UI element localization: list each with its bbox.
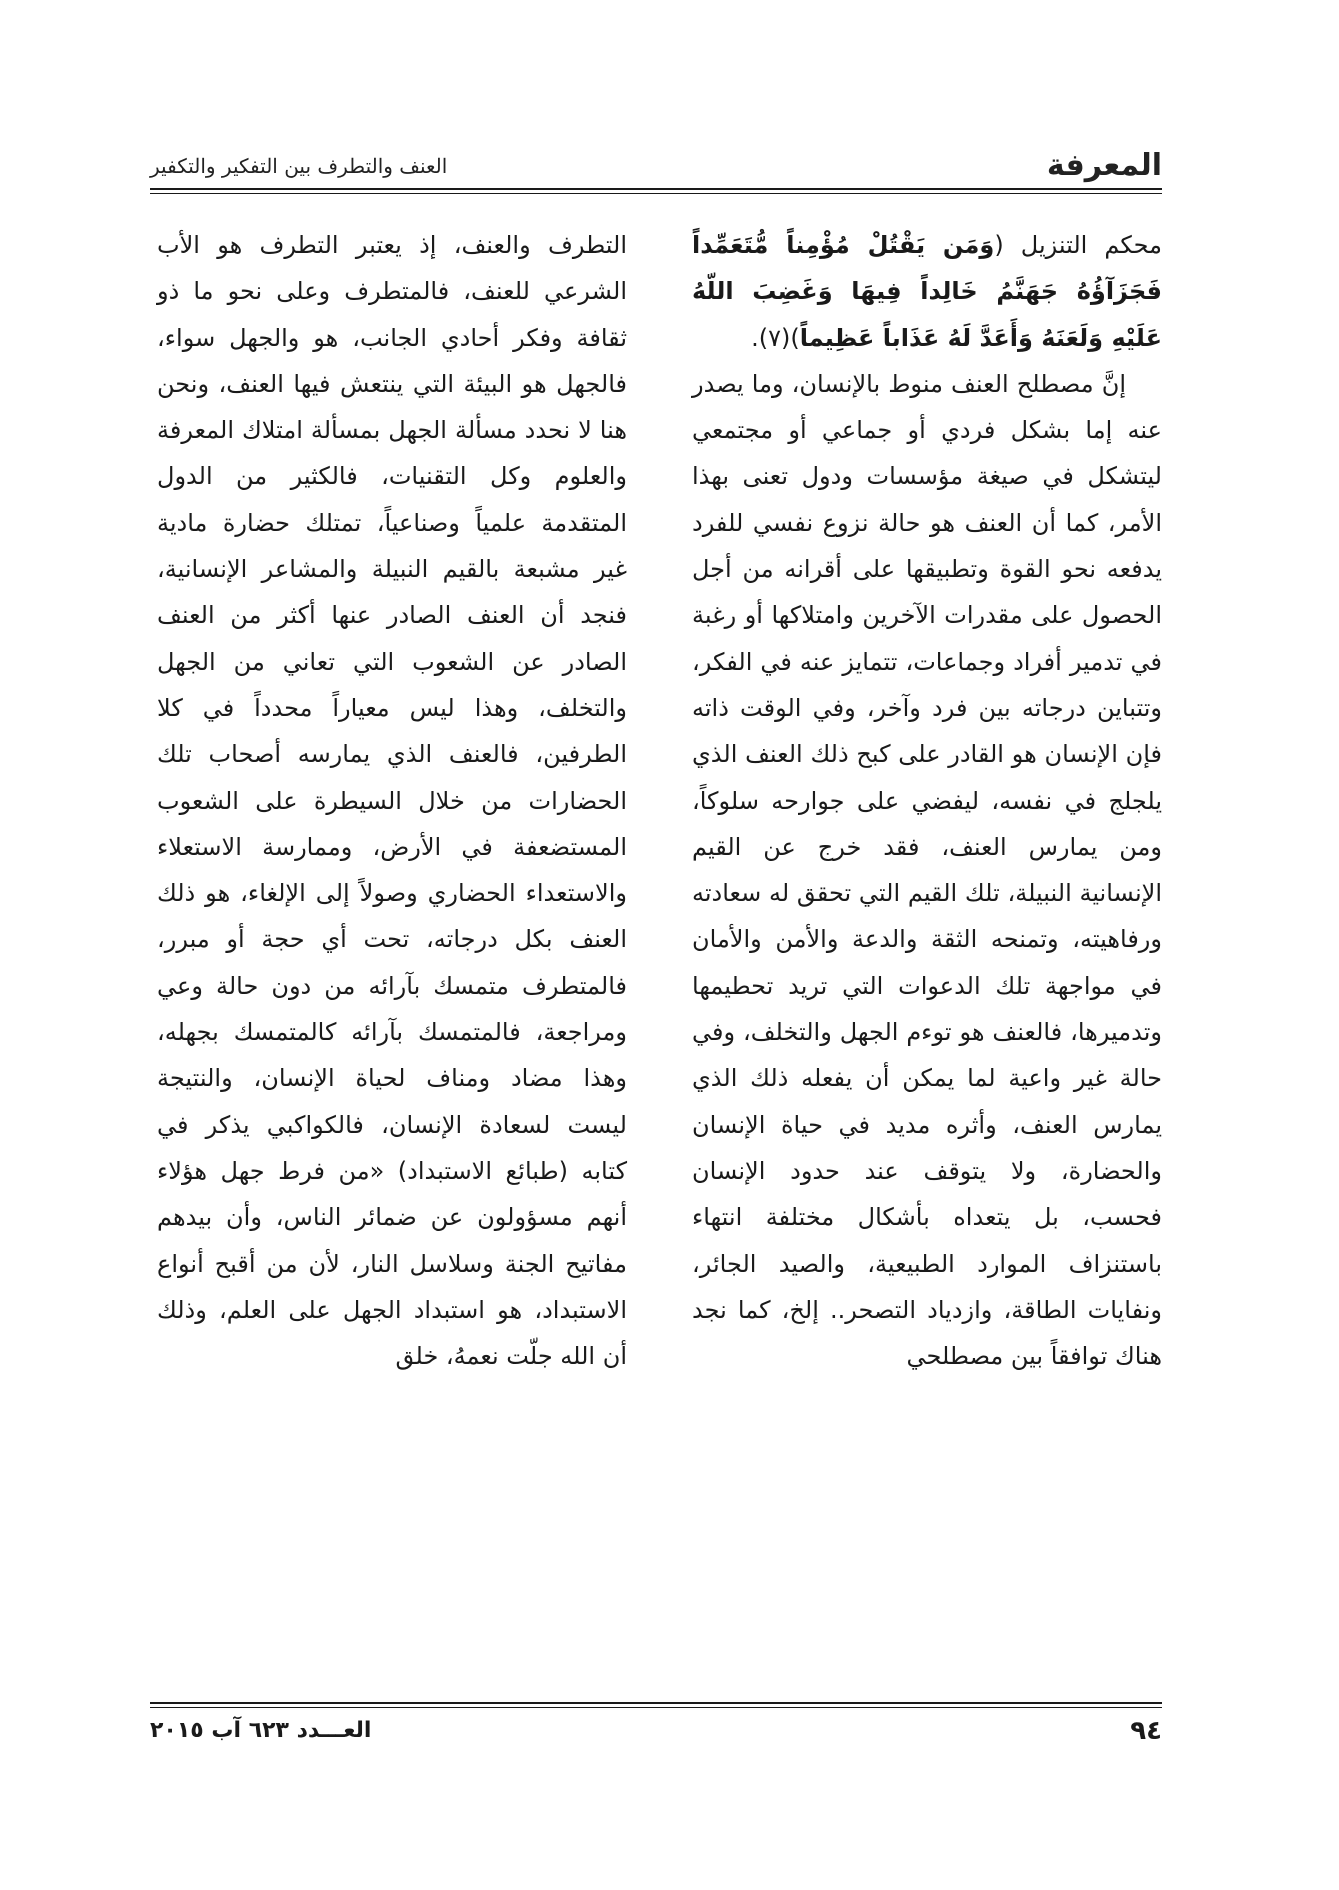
running-title: العنف والتطرف بين التفكير والتكفير (150, 154, 448, 178)
footer-rule-thin (150, 1707, 1162, 1708)
text-column-right (692, 222, 1162, 1379)
magazine-masthead: المعرفة (1046, 148, 1162, 183)
citation-intro: محكم التنزيل ( (994, 231, 1163, 259)
header-rule (150, 188, 1162, 190)
quran-verse: وَمَن يَقْتُلْ مُؤْمِناً مُّتَعَمِّداً فَجَزَآؤُهُ جَهَنَّمُ خَالِداً فِيهَا وَغَضِبَ اللّهُ عَلَيْهِ وَلَعَنَهُ وَأَعَدَّ لَهُ عَذَاباً عَظِيماً (692, 231, 1162, 352)
page-header (150, 140, 1162, 188)
paragraph-extremism: التطرف والعنف، إذ يعتبر التطرف هو الأب الشرعي للعنف، فالمتطرف وعلى نحو ما ذو ثقافة وفكر أحادي الجانب، هو والجهل سواء، فالجهل هو البيئة التي ينتعش فيها العنف، ونحن هنا لا نحدد مسألة الجهل بمسألة امتلاك المعرفة والعلوم وكل التقنيات، فالكثير من الدول المتقدمة علمياً وصناعياً، تمتلك حضارة مادية غير مشبعة بالقيم النبيلة والمشاعر الإنسانية، فنجد أن العنف الصادر عنها أكثر من العنف الصادر عن الشعوب التي تعاني من الجهل والتخلف، وهذا ليس معياراً محدداً في كلا الطرفين، فالعنف الذي يمارسه أصحاب تلك الحضارات من خلال السيطرة على الشعوب المستضعفة في الأرض، وممارسة الاستعلاء والاستعداء الحضاري وصولاً إلى الإلغاء، هو ذلك العنف بكل درجاته، تحت أي حجة أو مبرر، فالمتطرف متمسك بآرائه من دون حالة وعي ومراجعة، فالمتمسك بآرائه كالمتمسك بجهله، وهذا مضاد ومناف لحياة الإنسان، والنتيجة ليست لسعادة الإنسان، فالكواكبي يذكر في كتابه (طبائع الاستبداد) «من فرط جهل هؤلاء أنهم مسؤولون عن ضمائر الناس، وأن بيدهم مفاتيح الجنة وسلاسل النار، لأن من أقبح أنواع الاستبداد، هو استبداد الجهل على العلم، وذلك أن الله جلّت نعمهُ، خلق (157, 231, 627, 1371)
issue-info: العـــدد ٦٢٣ آب ٢٠١٥ (150, 1718, 372, 1743)
text-column-left (157, 222, 627, 1379)
citation-end: )(٧). (751, 323, 800, 352)
page-number: ٩٤ (1130, 1716, 1162, 1746)
paragraph-quran-citation (692, 222, 1162, 361)
paragraph-violence-term: إنَّ مصطلح العنف منوط بالإنسان، وما يصدر عنه إما بشكل فردي أو جماعي أو مجتمعي ليتشكل في صيغة مؤسسات ودول تعنى بهذا الأمر، كما أن العنف هو حالة نزوع نفسي للفرد يدفعه نحو القوة وتطبيقها على أقرانه من أجل الحصول على مقدرات الآخرين وامتلاكها أو رغبة في تدمير أفراد وجماعات، تتمايز عنه في الفكر، وتتباين درجاته بين فرد وآخر، وفي الوقت ذاته فإن الإنسان هو القادر على كبح ذلك العنف الذي يلجلج في نفسه، ليفضي على جوارحه سلوكاً، ومن يمارس العنف، فقد خرج عن القيم الإنسانية النبيلة، تلك القيم التي تحقق له سعادته ورفاهيته، وتمنحه الثقة والدعة والأمن والأمان في مواجهة تلك الدعوات التي تريد تحطيمها وتدميرها، فالعنف هو توءم الجهل والتخلف، وفي حالة غير واعية لما يمكن أن يفعله ذلك الذي يمارس العنف، وأثره مديد في حياة الإنسان والحضارة، ولا يتوقف عند حدود الإنسان فحسب، بل يتعداه بأشكال مختلفة انتهاء باستنزاف الموارد الطبيعية، والصيد الجائر، ونفايات الطاقة، وازدياد التصحر.. إلخ، كما نجد هناك توافقاً بين مصطلحي (692, 369, 1162, 1371)
header-rule-thin (150, 193, 1162, 194)
footer-rule (150, 1702, 1162, 1704)
